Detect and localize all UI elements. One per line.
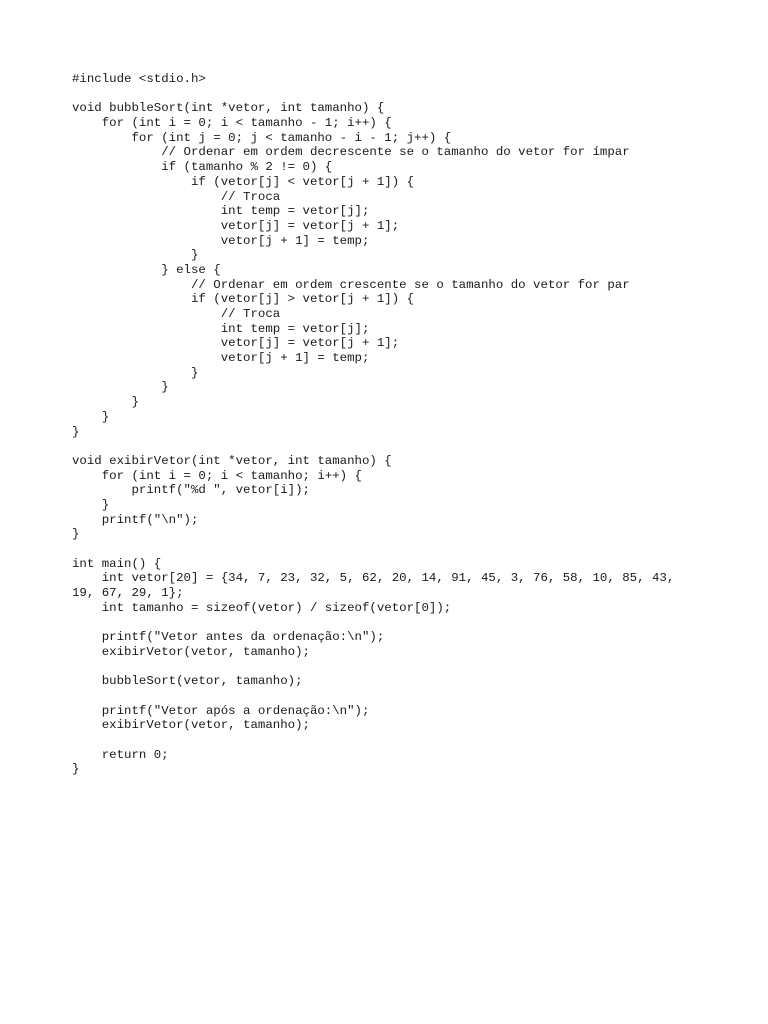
code-line: vetor[j] = vetor[j + 1]; [72, 218, 400, 233]
code-line: bubbleSort(vetor, tamanho); [72, 674, 303, 689]
code-line [72, 660, 674, 675]
code-line: printf("Vetor após a ordenação:\n"); [72, 703, 370, 718]
code-line: printf("Vetor antes da ordenação:\n"); [72, 630, 385, 645]
code-line: printf("\n"); [72, 512, 199, 527]
code-line [72, 733, 674, 748]
code-line: int temp = vetor[j]; [72, 321, 370, 336]
code-line: } [72, 380, 169, 395]
code-line: } [72, 395, 139, 410]
code-line: vetor[j + 1] = temp; [72, 351, 370, 366]
code-line [72, 615, 674, 630]
code-line: // Troca [72, 307, 281, 321]
code-line: int main() { [72, 556, 162, 571]
code-line: } [72, 409, 110, 424]
code-line: if (vetor[j] < vetor[j + 1]) { [72, 174, 415, 189]
code-line: } [72, 248, 199, 263]
code-line: void exibirVetor(int *vetor, int tamanho) { [72, 453, 392, 468]
code-line: } [72, 365, 199, 380]
code-line: } [72, 497, 110, 512]
code-line: } else { [72, 262, 221, 277]
code-line: void bubbleSort(int *vetor, int tamanho) { [72, 101, 385, 116]
code-line: int vetor[20] = {34, 7, 23, 32, 5, 62, 20, 14, 91, 45, 3, 76, 58, 10, 85, 43, [72, 571, 675, 586]
code-line: for (int j = 0; j < tamanho - i - 1; j++) { [72, 130, 452, 145]
code-line: } [72, 424, 80, 439]
code-line [72, 689, 674, 704]
code-line: } [72, 762, 80, 777]
code-line: #include <stdio.h> [72, 72, 206, 86]
code-line: if (tamanho % 2 != 0) { [72, 160, 333, 175]
code-line: // Ordenar em ordem decrescente se o tamanho do vetor for ímpar [72, 145, 630, 160]
code-line: for (int i = 0; i < tamanho - 1; i++) { [72, 116, 392, 131]
code-line: exibirVetor(vetor, tamanho); [72, 718, 310, 733]
code-line: if (vetor[j] > vetor[j + 1]) { [72, 292, 415, 307]
code-line: vetor[j] = vetor[j + 1]; [72, 336, 400, 351]
code-line: // Ordenar em ordem crescente se o tamanho do vetor for par [72, 277, 630, 292]
code-line: exibirVetor(vetor, tamanho); [72, 644, 310, 659]
code-line: } [72, 527, 80, 542]
code-line: int tamanho = sizeof(vetor) / sizeof(vetor[0]); [72, 600, 452, 615]
code-line: for (int i = 0; i < tamanho; i++) { [72, 468, 362, 483]
code-line [72, 439, 674, 454]
code-line: // Troca [72, 189, 281, 204]
code-line: int temp = vetor[j]; [72, 204, 370, 219]
code-line: 19, 67, 29, 1}; [72, 586, 184, 601]
code-listing [72, 72, 674, 777]
code-line: vetor[j + 1] = temp; [72, 233, 370, 248]
code-line [72, 87, 674, 102]
code-line: return 0; [72, 747, 169, 762]
code-line [72, 542, 674, 557]
code-line: printf("%d ", vetor[i]); [72, 483, 310, 498]
